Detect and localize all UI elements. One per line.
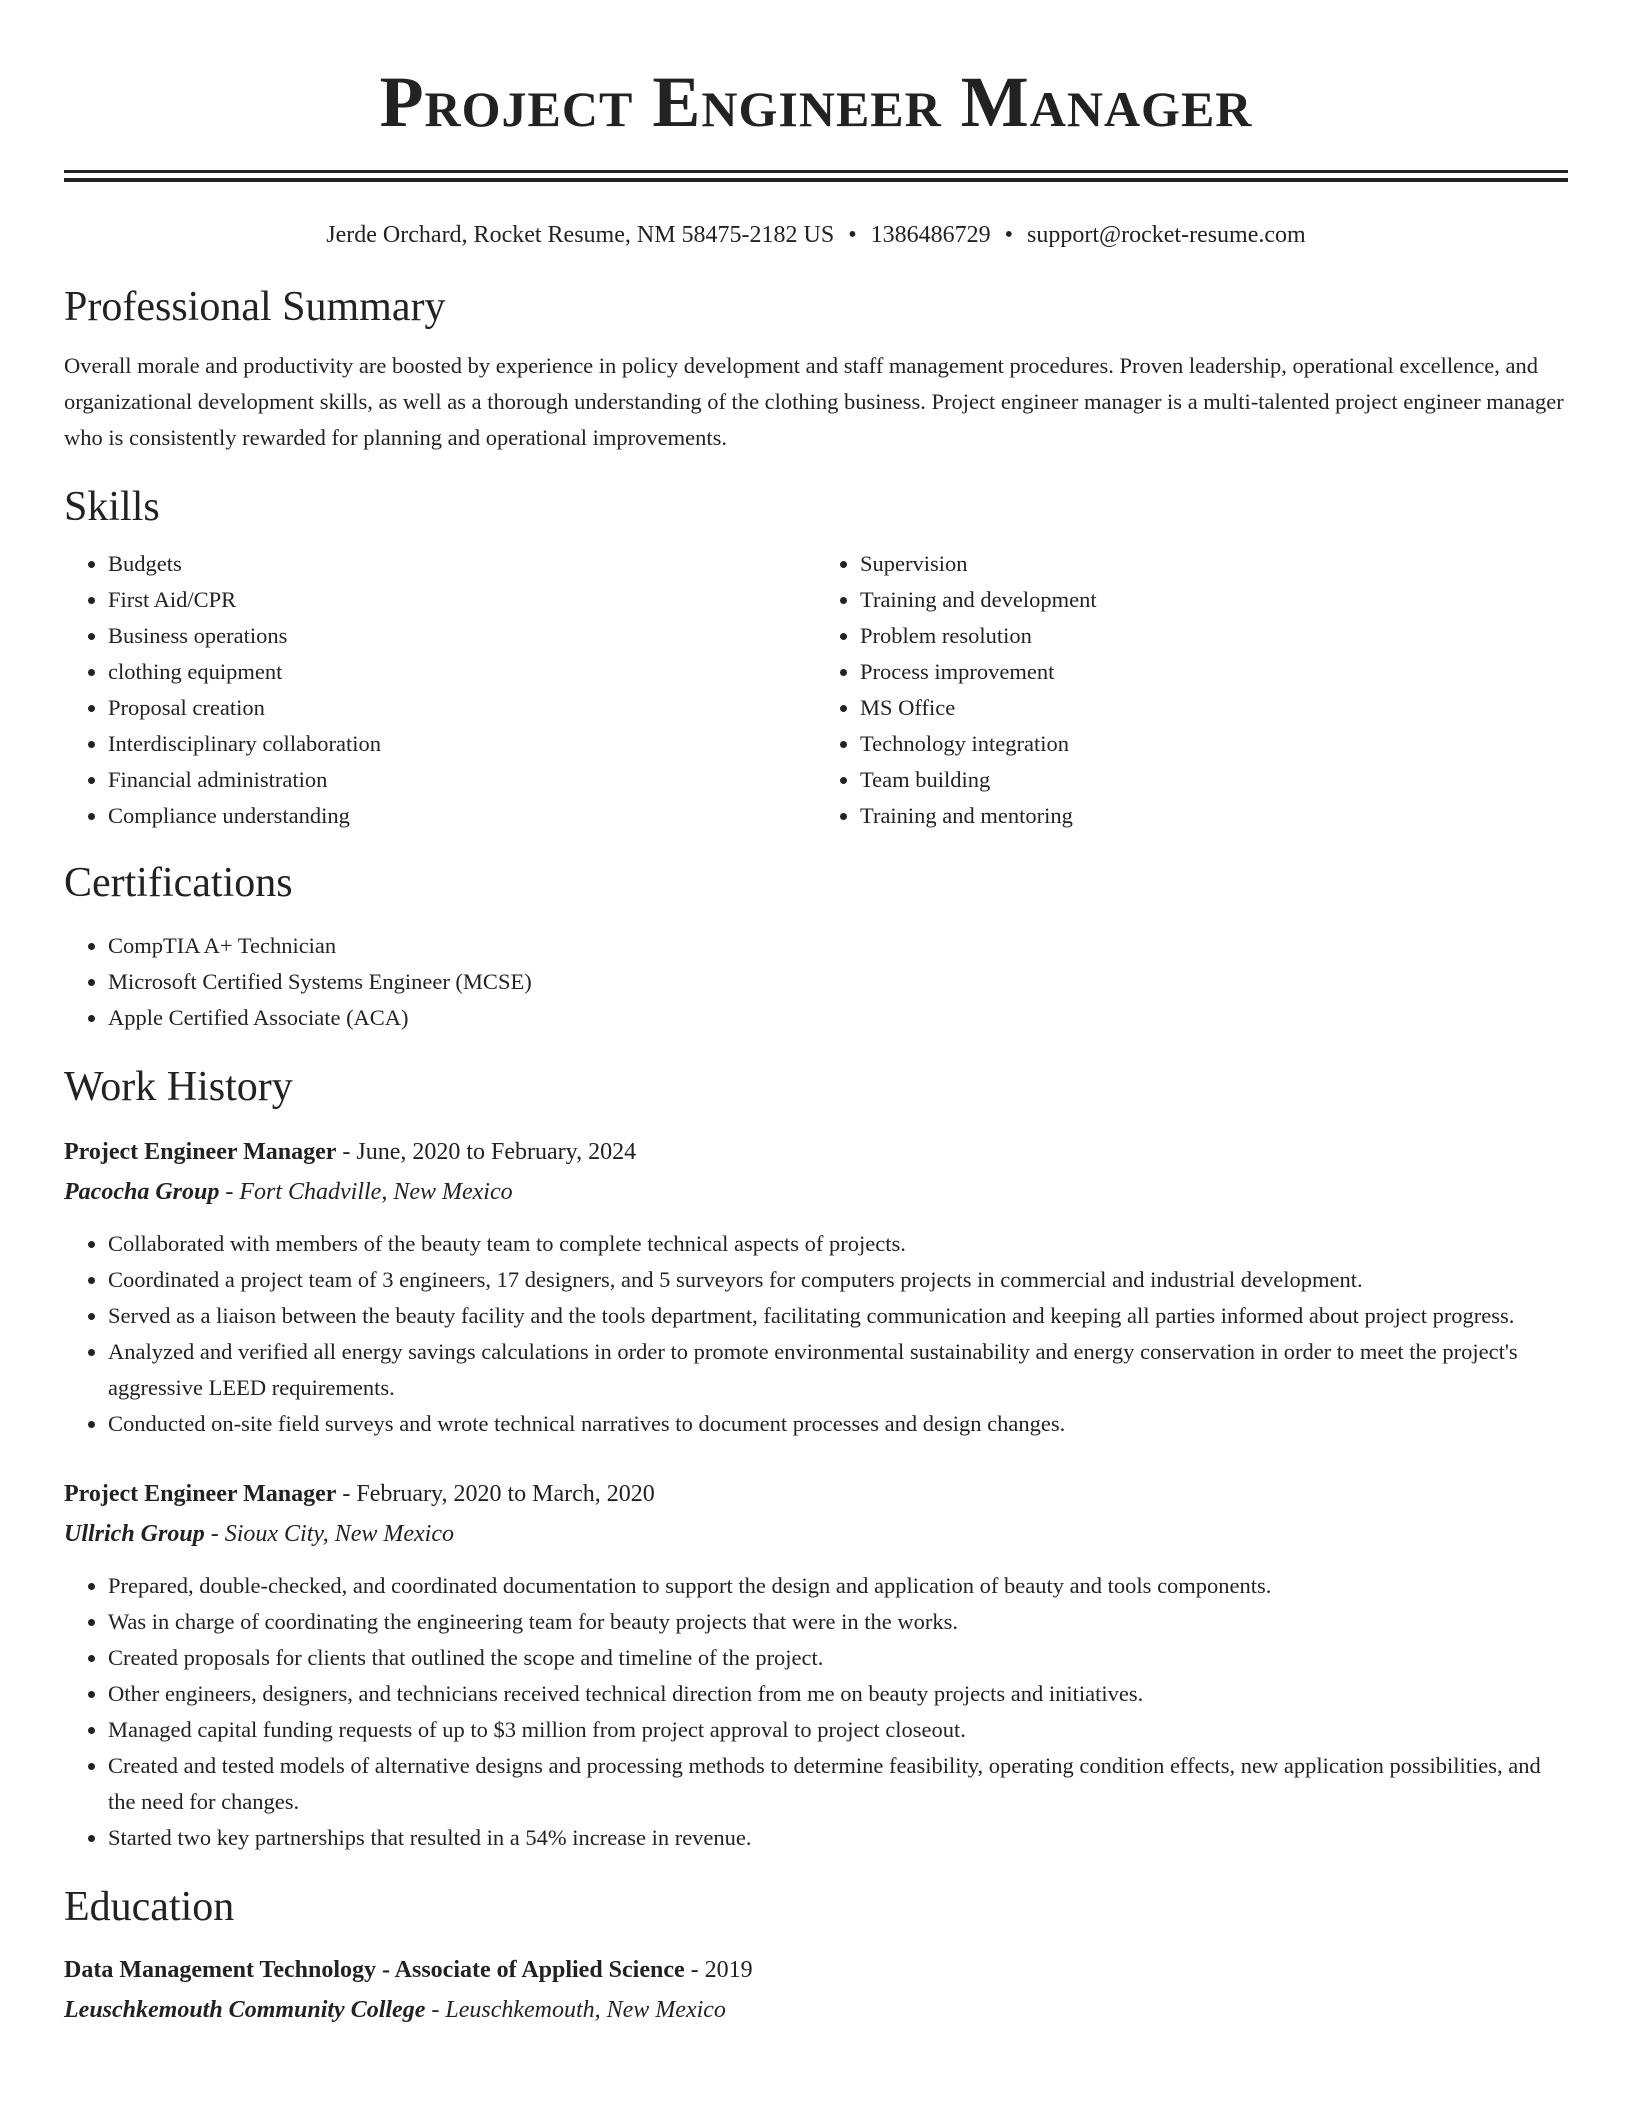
job-heading <box>64 1132 1568 1172</box>
job-title: Project Engineer Manager <box>64 1139 337 1165</box>
skills-list-right <box>816 546 1568 834</box>
summary-text: Overall morale and productivity are boosted by experience in policy development and staff management procedures. Proven leadership, operational excellence, and organizational development skills, as well as a thorough understanding of the clothing business. Project engineer manager is a multi-talented project engineer manager who is consistently rewarded for planning and operational improvements. <box>64 353 1564 450</box>
job-bullet: • Collaborated with members of the beauty team to complete technical aspects of projects. <box>108 1226 1568 1262</box>
skill-item: • Problem resolution <box>860 618 1568 654</box>
education-school-line <box>64 1990 1568 2030</box>
skill-item: • Training and development <box>860 582 1568 618</box>
job-company: Pacocha Group <box>64 1179 220 1205</box>
skill-item: • Interdisciplinary collaboration <box>108 726 816 762</box>
job-title: Project Engineer Manager <box>64 1481 337 1507</box>
section-title-work-history: Work History <box>64 1064 293 1110</box>
section-title-certifications: Certifications <box>64 860 293 906</box>
skill-item: • Team building <box>860 762 1568 798</box>
job-bullet: • Analyzed and verified all energy savings calculations in order to promote environmental sustainability and energy conservation in order to meet the project's aggressive LEED requirements. <box>108 1334 1568 1406</box>
resume-name: Project Engineer Manager <box>379 62 1253 142</box>
skill-item: • Supervision <box>860 546 1568 582</box>
contact-separator: • <box>1004 222 1014 248</box>
job-bullets <box>64 1226 1568 1442</box>
skill-item: • Process improvement <box>860 654 1568 690</box>
skill-item: • Financial administration <box>108 762 816 798</box>
job-dates: - June, 2020 to February, 2024 <box>336 1139 637 1165</box>
job-bullet: • Conducted on-site field surveys and wrote technical narratives to document processes and design changes. <box>108 1406 1568 1442</box>
job-location: - Fort Chadville, New Mexico <box>219 1179 513 1205</box>
certifications-list <box>64 928 1568 1036</box>
job-bullet: • Served as a liaison between the beauty facility and the tools department, facilitating communication and keeping all parties informed about project progress. <box>108 1298 1568 1334</box>
contact-phone: 1386486729 <box>870 222 991 248</box>
job-bullet: • Started two key partnerships that resulted in a 54% increase in revenue. <box>108 1820 1568 1856</box>
header-divider <box>64 170 1568 182</box>
skill-item: • MS Office <box>860 690 1568 726</box>
contact-line <box>64 218 1568 252</box>
job-location: - Sioux City, New Mexico <box>204 1521 454 1547</box>
section-title-summary: Professional Summary <box>64 284 446 330</box>
skills-columns <box>64 546 1568 834</box>
education-year: - 2019 <box>684 1957 753 1983</box>
job-bullet: • Created and tested models of alternative designs and processing methods to determine feasibility, operating condition effects, new application possibilities, and the need for changes. <box>108 1748 1568 1820</box>
certification-item: • Apple Certified Associate (ACA) <box>108 1000 1568 1036</box>
section-title-skills: Skills <box>64 484 160 530</box>
skill-item: • Training and mentoring <box>860 798 1568 834</box>
job-bullet: • Prepared, double-checked, and coordinated documentation to support the design and application of beauty and tools components. <box>108 1568 1568 1604</box>
contact-email: support@rocket-resume.com <box>1027 222 1306 248</box>
resume-page <box>64 0 1568 2030</box>
job-company: Ullrich Group <box>64 1521 205 1547</box>
education-school: Leuschkemouth Community College <box>64 1997 426 2023</box>
skill-item: • clothing equipment <box>108 654 816 690</box>
certification-item: • CompTIA A+ Technician <box>108 928 1568 964</box>
section-title-education: Education <box>64 1884 235 1930</box>
skill-item: • Proposal creation <box>108 690 816 726</box>
education-entry <box>64 1950 1568 2030</box>
job-employer <box>64 1514 1568 1554</box>
job-entry <box>64 1474 1568 1856</box>
skill-item: • First Aid/CPR <box>108 582 816 618</box>
job-heading <box>64 1474 1568 1514</box>
contact-separator: • <box>848 222 857 248</box>
job-bullet: • Other engineers, designers, and technicians received technical direction from me on beauty projects and initiatives. <box>108 1676 1568 1712</box>
certification-item: • Microsoft Certified Systems Engineer (MCSE) <box>108 964 1568 1000</box>
job-employer <box>64 1172 1568 1212</box>
job-bullet: • Created proposals for clients that outlined the scope and timeline of the project. <box>108 1640 1568 1676</box>
skill-item: • Technology integration <box>860 726 1568 762</box>
job-entry <box>64 1132 1568 1442</box>
job-dates: - February, 2020 to March, 2020 <box>336 1481 655 1507</box>
contact-address: Jerde Orchard, Rocket Resume, NM 58475-2182 US <box>326 222 835 248</box>
job-bullets <box>64 1568 1568 1856</box>
education-location: - Leuschkemouth, New Mexico <box>425 1997 726 2023</box>
skill-item: • Compliance understanding <box>108 798 816 834</box>
skills-list-left <box>64 546 816 834</box>
skill-item: • Business operations <box>108 618 816 654</box>
skill-item: • Budgets <box>108 546 816 582</box>
education-degree: Data Management Technology - Associate of Applied Science <box>64 1957 685 1983</box>
job-bullet: • Coordinated a project team of 3 engineers, 17 designers, and 5 surveyors for computers projects in commercial and industrial development. <box>108 1262 1568 1298</box>
job-bullet: • Managed capital funding requests of up to $3 million from project approval to project closeout. <box>108 1712 1568 1748</box>
education-heading <box>64 1950 1568 1990</box>
job-bullet: • Was in charge of coordinating the engineering team for beauty projects that were in the works. <box>108 1604 1568 1640</box>
